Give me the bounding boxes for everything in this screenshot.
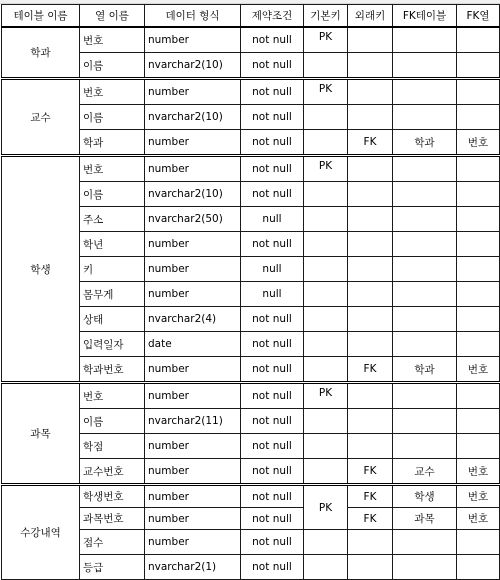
constraint-cell[interactable]: not null (241, 53, 304, 79)
constraint-cell[interactable]: null (241, 282, 304, 307)
table-row (2, 156, 500, 182)
foreign-key-cell[interactable] (348, 53, 393, 79)
constraint-cell[interactable]: not null (241, 130, 304, 156)
primary-key-cell[interactable] (304, 182, 348, 207)
data-type-cell[interactable]: number (145, 485, 241, 508)
foreign-key-cell[interactable] (348, 105, 393, 130)
column-name-cell[interactable]: 학점 (80, 434, 145, 459)
primary-key-cell[interactable] (304, 53, 348, 79)
header-fk-column: FK열 (457, 5, 500, 28)
fk-table-cell[interactable]: 학과 (393, 130, 457, 156)
primary-key-cell[interactable]: PK (304, 383, 348, 409)
foreign-key-cell[interactable]: FK (348, 485, 393, 508)
constraint-cell[interactable]: not null (241, 156, 304, 182)
fk-column-cell[interactable] (457, 53, 500, 79)
fk-column-cell[interactable]: 번호 (457, 485, 500, 508)
primary-key-cell[interactable] (304, 282, 348, 307)
fk-table-cell[interactable] (393, 332, 457, 357)
constraint-cell[interactable]: not null (241, 485, 304, 508)
constraint-cell[interactable]: not null (241, 105, 304, 130)
fk-column-cell[interactable] (457, 79, 500, 105)
fk-column-cell[interactable] (457, 409, 500, 434)
fk-column-cell[interactable] (457, 232, 500, 257)
foreign-key-cell[interactable]: FK (348, 459, 393, 485)
column-name-cell[interactable]: 이름 (80, 182, 145, 207)
fk-column-cell[interactable] (457, 530, 500, 555)
primary-key-cell[interactable] (304, 232, 348, 257)
foreign-key-cell[interactable] (348, 555, 393, 580)
constraint-cell[interactable]: not null (241, 182, 304, 207)
constraint-cell[interactable]: not null (241, 79, 304, 105)
data-type-cell[interactable]: nvarchar2(4) (145, 307, 241, 332)
header-fk-table: FK테이블 (393, 5, 457, 28)
data-type-cell[interactable]: number (145, 232, 241, 257)
column-name-cell[interactable]: 학년 (80, 232, 145, 257)
table-name-cell[interactable]: 학과 (2, 27, 80, 79)
header-constraint: 제약조건 (241, 5, 304, 28)
schema-table (1, 4, 500, 580)
primary-key-cell[interactable] (304, 530, 348, 555)
fk-table-cell[interactable] (393, 232, 457, 257)
foreign-key-cell[interactable] (348, 182, 393, 207)
schema-body (2, 27, 500, 580)
foreign-key-cell[interactable] (348, 434, 393, 459)
fk-table-cell[interactable] (393, 555, 457, 580)
data-type-cell[interactable]: number (145, 459, 241, 485)
data-type-cell[interactable]: nvarchar2(50) (145, 207, 241, 232)
fk-table-cell[interactable] (393, 383, 457, 409)
fk-column-cell[interactable] (457, 207, 500, 232)
data-type-cell[interactable]: nvarchar2(10) (145, 182, 241, 207)
table-name-cell[interactable]: 수강내역 (2, 485, 80, 580)
foreign-key-cell[interactable] (348, 530, 393, 555)
fk-column-cell[interactable] (457, 332, 500, 357)
column-name-cell[interactable]: 몸무게 (80, 282, 145, 307)
constraint-cell[interactable]: not null (241, 383, 304, 409)
data-type-cell[interactable]: number (145, 357, 241, 383)
foreign-key-cell[interactable] (348, 282, 393, 307)
fk-table-cell[interactable]: 교수 (393, 459, 457, 485)
primary-key-cell[interactable] (304, 130, 348, 156)
primary-key-cell[interactable] (304, 257, 348, 282)
primary-key-cell[interactable]: PK (304, 485, 348, 530)
primary-key-cell[interactable] (304, 434, 348, 459)
data-type-cell[interactable]: number (145, 156, 241, 182)
table-name-cell[interactable]: 학생 (2, 156, 80, 383)
fk-table-cell[interactable]: 과목 (393, 508, 457, 530)
foreign-key-cell[interactable] (348, 332, 393, 357)
primary-key-cell[interactable] (304, 207, 348, 232)
foreign-key-cell[interactable] (348, 383, 393, 409)
data-type-cell[interactable]: date (145, 332, 241, 357)
header-data-type: 데이터 형식 (145, 5, 241, 28)
fk-column-cell[interactable] (457, 383, 500, 409)
constraint-cell[interactable]: not null (241, 307, 304, 332)
fk-column-cell[interactable] (457, 282, 500, 307)
table-row (2, 27, 500, 53)
data-type-cell[interactable]: nvarchar2(10) (145, 53, 241, 79)
data-type-cell[interactable]: number (145, 257, 241, 282)
column-name-cell[interactable]: 점수 (80, 530, 145, 555)
header-column-name: 열 이름 (80, 5, 145, 28)
data-type-cell[interactable]: nvarchar2(11) (145, 409, 241, 434)
foreign-key-cell[interactable] (348, 207, 393, 232)
fk-column-cell[interactable] (457, 156, 500, 182)
foreign-key-cell[interactable] (348, 27, 393, 53)
header-table-name: 테이블 이름 (2, 5, 80, 28)
data-type-cell[interactable]: number (145, 530, 241, 555)
fk-column-cell[interactable] (457, 182, 500, 207)
column-name-cell[interactable]: 번호 (80, 156, 145, 182)
fk-table-cell[interactable] (393, 79, 457, 105)
data-type-cell[interactable]: number (145, 508, 241, 530)
data-type-cell[interactable]: number (145, 27, 241, 53)
fk-table-cell[interactable] (393, 182, 457, 207)
header-primary-key: 기본키 (304, 5, 348, 28)
primary-key-cell[interactable] (304, 105, 348, 130)
header-foreign-key: 외래키 (348, 5, 393, 28)
fk-column-cell[interactable]: 번호 (457, 459, 500, 485)
fk-table-cell[interactable] (393, 307, 457, 332)
column-name-cell[interactable]: 과목번호 (80, 508, 145, 530)
primary-key-cell[interactable] (304, 332, 348, 357)
constraint-cell[interactable]: not null (241, 555, 304, 580)
primary-key-cell[interactable]: PK (304, 156, 348, 182)
column-name-cell[interactable]: 입력일자 (80, 332, 145, 357)
column-name-cell[interactable]: 학과번호 (80, 357, 145, 383)
data-type-cell[interactable]: number (145, 434, 241, 459)
foreign-key-cell[interactable]: FK (348, 357, 393, 383)
fk-column-cell[interactable]: 번호 (457, 508, 500, 530)
constraint-cell[interactable]: not null (241, 434, 304, 459)
constraint-cell[interactable]: not null (241, 27, 304, 53)
data-type-cell[interactable]: nvarchar2(10) (145, 105, 241, 130)
column-name-cell[interactable]: 이름 (80, 53, 145, 79)
column-name-cell[interactable]: 상태 (80, 307, 145, 332)
constraint-cell[interactable]: not null (241, 530, 304, 555)
foreign-key-cell[interactable]: FK (348, 130, 393, 156)
fk-table-cell[interactable] (393, 156, 457, 182)
table-row (2, 383, 500, 409)
column-name-cell[interactable]: 이름 (80, 105, 145, 130)
fk-column-cell[interactable] (457, 105, 500, 130)
constraint-cell[interactable]: not null (241, 357, 304, 383)
column-name-cell[interactable]: 주소 (80, 207, 145, 232)
fk-table-cell[interactable] (393, 282, 457, 307)
column-name-cell[interactable]: 교수번호 (80, 459, 145, 485)
foreign-key-cell[interactable] (348, 409, 393, 434)
data-type-cell[interactable]: number (145, 383, 241, 409)
fk-table-cell[interactable] (393, 105, 457, 130)
column-name-cell[interactable]: 학과 (80, 130, 145, 156)
primary-key-cell[interactable] (304, 409, 348, 434)
data-type-cell[interactable]: number (145, 282, 241, 307)
primary-key-cell[interactable] (304, 459, 348, 485)
column-name-cell[interactable]: 번호 (80, 79, 145, 105)
constraint-cell[interactable]: not null (241, 332, 304, 357)
foreign-key-cell[interactable] (348, 156, 393, 182)
fk-table-cell[interactable] (393, 27, 457, 53)
constraint-cell[interactable]: null (241, 207, 304, 232)
primary-key-cell[interactable] (304, 555, 348, 580)
table-name-cell[interactable]: 교수 (2, 79, 80, 156)
foreign-key-cell[interactable]: FK (348, 508, 393, 530)
header-row (2, 5, 500, 28)
fk-table-cell[interactable] (393, 530, 457, 555)
fk-table-cell[interactable] (393, 53, 457, 79)
constraint-cell[interactable]: null (241, 257, 304, 282)
foreign-key-cell[interactable] (348, 232, 393, 257)
foreign-key-cell[interactable] (348, 257, 393, 282)
constraint-cell[interactable]: not null (241, 459, 304, 485)
table-name-cell[interactable]: 과목 (2, 383, 80, 485)
fk-column-cell[interactable] (457, 257, 500, 282)
column-name-cell[interactable]: 학생번호 (80, 485, 145, 508)
data-type-cell[interactable]: number (145, 79, 241, 105)
constraint-cell[interactable]: not null (241, 232, 304, 257)
fk-table-cell[interactable] (393, 257, 457, 282)
primary-key-cell[interactable]: PK (304, 27, 348, 53)
column-name-cell[interactable]: 번호 (80, 383, 145, 409)
constraint-cell[interactable]: not null (241, 409, 304, 434)
column-name-cell[interactable]: 등급 (80, 555, 145, 580)
fk-column-cell[interactable] (457, 434, 500, 459)
data-type-cell[interactable]: nvarchar2(1) (145, 555, 241, 580)
primary-key-cell[interactable] (304, 307, 348, 332)
foreign-key-cell[interactable] (348, 307, 393, 332)
table-row (2, 485, 500, 508)
column-name-cell[interactable]: 키 (80, 257, 145, 282)
fk-table-cell[interactable]: 학생 (393, 485, 457, 508)
primary-key-cell[interactable] (304, 357, 348, 383)
table-row (2, 79, 500, 105)
foreign-key-cell[interactable] (348, 79, 393, 105)
fk-table-cell[interactable] (393, 409, 457, 434)
primary-key-cell[interactable]: PK (304, 79, 348, 105)
fk-table-cell[interactable]: 학과 (393, 357, 457, 383)
fk-table-cell[interactable] (393, 207, 457, 232)
fk-column-cell[interactable]: 번호 (457, 130, 500, 156)
fk-table-cell[interactable] (393, 434, 457, 459)
fk-column-cell[interactable]: 번호 (457, 357, 500, 383)
fk-column-cell[interactable] (457, 307, 500, 332)
fk-column-cell[interactable] (457, 555, 500, 580)
data-type-cell[interactable]: number (145, 130, 241, 156)
fk-column-cell[interactable] (457, 27, 500, 53)
column-name-cell[interactable]: 번호 (80, 27, 145, 53)
column-name-cell[interactable]: 이름 (80, 409, 145, 434)
constraint-cell[interactable]: not null (241, 508, 304, 530)
